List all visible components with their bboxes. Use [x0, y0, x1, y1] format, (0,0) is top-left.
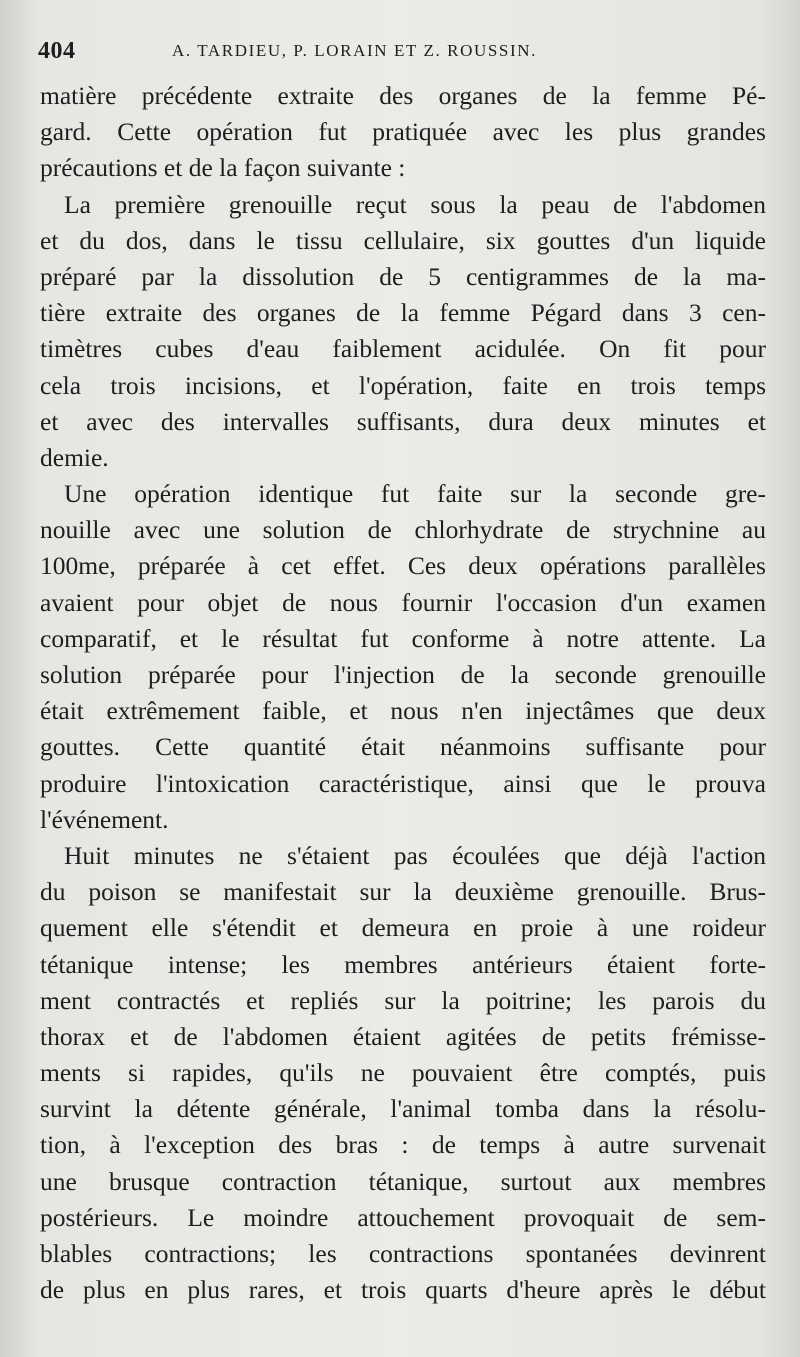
text-line: postérieurs. Le moindre attouchement provoquait de sem-: [40, 1202, 766, 1232]
text-line: produire l'intoxication caractéristique, ainsi que le prouva: [40, 768, 766, 798]
text-line: survint la détente générale, l'animal tomba dans la résolu-: [40, 1094, 766, 1124]
text-line: demie.: [40, 442, 109, 472]
text-line: et avec des intervalles suffisants, dura deux minutes et: [40, 406, 766, 436]
text-line: était extrêmement faible, et nous n'en injectâmes que deux: [40, 696, 766, 726]
paragraph: [40, 187, 766, 477]
text-line: cela trois incisions, et l'opération, faite en trois temps: [40, 370, 766, 400]
text-line: tière extraite des organes de la femme Pégard dans 3 cen-: [40, 298, 766, 328]
text-line: comparatif, et le résultat fut conforme à notre attente. La: [40, 623, 766, 653]
text-line: préparé par la dissolution de 5 centigrammes de la ma-: [40, 261, 766, 291]
text-line: quement elle s'étendit et demeura en proie à une roideur: [40, 913, 766, 943]
text-line: du poison se manifestait sur la deuxième grenouille. Brus-: [40, 877, 766, 907]
paragraph: [40, 78, 766, 187]
text-line: solution préparée pour l'injection de la seconde grenouille: [40, 660, 766, 689]
text-line: l'événement.: [40, 804, 169, 834]
text-line: Une opération identique fut faite sur la seconde gre-: [64, 479, 766, 509]
text-line: blables contractions; les contractions spontanées devinrent: [40, 1239, 766, 1268]
text-line: 100me, préparée à cet effet. Ces deux opérations parallèles: [40, 551, 766, 581]
text-line: thorax et de l'abdomen étaient agitées de petits frémisse-: [40, 1021, 766, 1051]
running-header: [38, 38, 760, 68]
text-line: tétanique intense; les membres antérieurs étaient forte-: [40, 949, 766, 979]
text-line: et du dos, dans le tissu cellulaire, six gouttes d'un liquide: [40, 225, 766, 255]
text-line: ment contractés et repliés sur la poitrine; les parois du: [40, 985, 766, 1015]
text-line: une brusque contraction tétanique, surtout aux membres: [40, 1166, 766, 1196]
paragraph: [40, 838, 766, 1308]
text-line: de plus en plus rares, et trois quarts d'heure après le début: [40, 1275, 766, 1305]
text-line: matière précédente extraite des organes de la femme Pé-: [40, 81, 766, 110]
text-line: avaient pour objet de nous fournir l'occasion d'un examen: [40, 587, 766, 617]
text-line: nouille avec une solution de chlorhydrate de strychnine au: [40, 515, 766, 545]
text-line: Huit minutes ne s'étaient pas écoulées que déjà l'action: [64, 840, 766, 870]
text-line: tion, à l'exception des bras : de temps à autre survenait: [40, 1130, 766, 1160]
body-text: [40, 78, 766, 1308]
text-line: précautions et de la façon suivante :: [40, 153, 406, 183]
text-line: La première grenouille reçut sous la peau de l'abdomen: [64, 189, 766, 219]
text-line: gouttes. Cette quantité était néanmoins suffisante pour: [40, 732, 766, 762]
text-line: ments si rapides, qu'ils ne pouvaient être comptés, puis: [40, 1058, 766, 1088]
running-title: A. TARDIEU, P. LORAIN ET Z. ROUSSIN.: [172, 41, 537, 60]
text-line: gard. Cette opération fut pratiquée avec les plus grandes: [40, 117, 766, 147]
page-number: 404: [38, 38, 76, 64]
paragraph: [40, 476, 766, 838]
text-line: timètres cubes d'eau faiblement acidulée. On fit pour: [40, 334, 766, 364]
